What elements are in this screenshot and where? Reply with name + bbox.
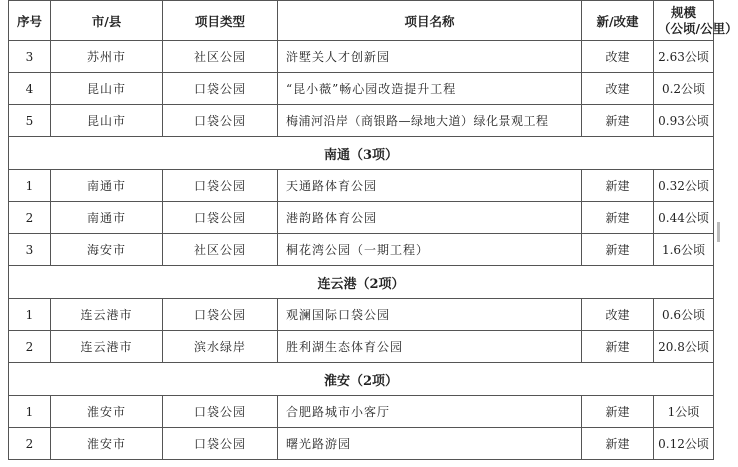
cell-name: “昆小薇”畅心园改造提升工程 [278, 73, 582, 105]
col-header-seq: 序号 [9, 1, 51, 41]
section-header-row [9, 266, 714, 299]
col-header-name: 项目名称 [278, 1, 582, 41]
cell-scale: 1公顷 [654, 396, 714, 428]
cell-city: 连云港市 [51, 299, 163, 331]
table-row [9, 396, 714, 428]
cell-name: 桐花湾公园（一期工程） [278, 234, 582, 266]
cell-type: 口袋公园 [163, 170, 278, 202]
cell-scale: 0.12公顷 [654, 428, 714, 460]
cell-name: 合肥路城市小客厅 [278, 396, 582, 428]
cell-status: 改建 [582, 41, 654, 73]
cell-status: 新建 [582, 396, 654, 428]
cell-type: 口袋公园 [163, 73, 278, 105]
table-row [9, 234, 714, 266]
cell-status: 新建 [582, 170, 654, 202]
table-row [9, 299, 714, 331]
cell-scale: 2.63公顷 [654, 41, 714, 73]
cell-type: 口袋公园 [163, 396, 278, 428]
cell-scale: 0.32公顷 [654, 170, 714, 202]
section-header-row [9, 137, 714, 170]
col-header-scale [654, 1, 738, 41]
table-row [9, 202, 714, 234]
cell-name: 梅浦河沿岸（商银路—绿地大道）绿化景观工程 [278, 105, 582, 137]
section-title-nantong: 南通（3项） [9, 137, 714, 170]
cell-city: 连云港市 [51, 331, 163, 363]
cell-type: 社区公园 [163, 234, 278, 266]
cell-scale: 0.6公顷 [654, 299, 714, 331]
header-row [9, 1, 714, 41]
cell-type: 口袋公园 [163, 428, 278, 460]
section-header-row [9, 363, 714, 396]
cell-status: 新建 [582, 202, 654, 234]
cell-seq: 1 [9, 299, 51, 331]
cell-city: 南通市 [51, 170, 163, 202]
col-header-scale-line2: （公顷/公里） [658, 20, 738, 36]
cell-status: 改建 [582, 73, 654, 105]
cell-seq: 2 [9, 428, 51, 460]
cell-name: 浒墅关人才创新园 [278, 41, 582, 73]
cell-seq: 4 [9, 73, 51, 105]
cell-city: 海安市 [51, 234, 163, 266]
cell-type: 口袋公园 [163, 299, 278, 331]
table-row [9, 41, 714, 73]
project-table [8, 0, 738, 460]
cell-type: 滨水绿岸 [163, 331, 278, 363]
table-row [9, 105, 714, 137]
cell-city: 淮安市 [51, 428, 163, 460]
table-row [9, 428, 714, 460]
cell-city: 南通市 [51, 202, 163, 234]
cell-seq: 1 [9, 170, 51, 202]
scrollbar-thumb[interactable] [717, 222, 720, 242]
cell-scale: 0.2公顷 [654, 73, 714, 105]
cell-type: 口袋公园 [163, 202, 278, 234]
cell-scale: 1.6公顷 [654, 234, 714, 266]
cell-name: 曙光路游园 [278, 428, 582, 460]
cell-type: 社区公园 [163, 41, 278, 73]
table-row [9, 73, 714, 105]
cell-seq: 2 [9, 202, 51, 234]
section-title-lianyungang: 连云港（2项） [9, 266, 714, 299]
cell-name: 胜利湖生态体育公园 [278, 331, 582, 363]
cell-name: 港韵路体育公园 [278, 202, 582, 234]
cell-name: 观澜国际口袋公园 [278, 299, 582, 331]
cell-city: 昆山市 [51, 73, 163, 105]
cell-seq: 1 [9, 396, 51, 428]
cell-city: 淮安市 [51, 396, 163, 428]
col-header-city: 市/县 [51, 1, 163, 41]
cell-status: 改建 [582, 299, 654, 331]
cell-seq: 2 [9, 331, 51, 363]
cell-status: 新建 [582, 105, 654, 137]
cell-status: 新建 [582, 234, 654, 266]
col-header-scale-line1: 规模 [670, 4, 696, 20]
col-header-type: 项目类型 [163, 1, 278, 41]
cell-city: 昆山市 [51, 105, 163, 137]
cell-type: 口袋公园 [163, 105, 278, 137]
cell-status: 新建 [582, 428, 654, 460]
cell-seq: 5 [9, 105, 51, 137]
cell-seq: 3 [9, 41, 51, 73]
cell-status: 新建 [582, 331, 654, 363]
section-title-huaian: 淮安（2项） [9, 363, 714, 396]
cell-scale: 20.8公顷 [654, 331, 714, 363]
col-header-status: 新/改建 [582, 1, 654, 41]
cell-scale: 0.44公顷 [654, 202, 714, 234]
cell-city: 苏州市 [51, 41, 163, 73]
cell-name: 天通路体育公园 [278, 170, 582, 202]
table-row [9, 170, 714, 202]
table-row [9, 331, 714, 363]
cell-scale: 0.93公顷 [654, 105, 714, 137]
cell-seq: 3 [9, 234, 51, 266]
